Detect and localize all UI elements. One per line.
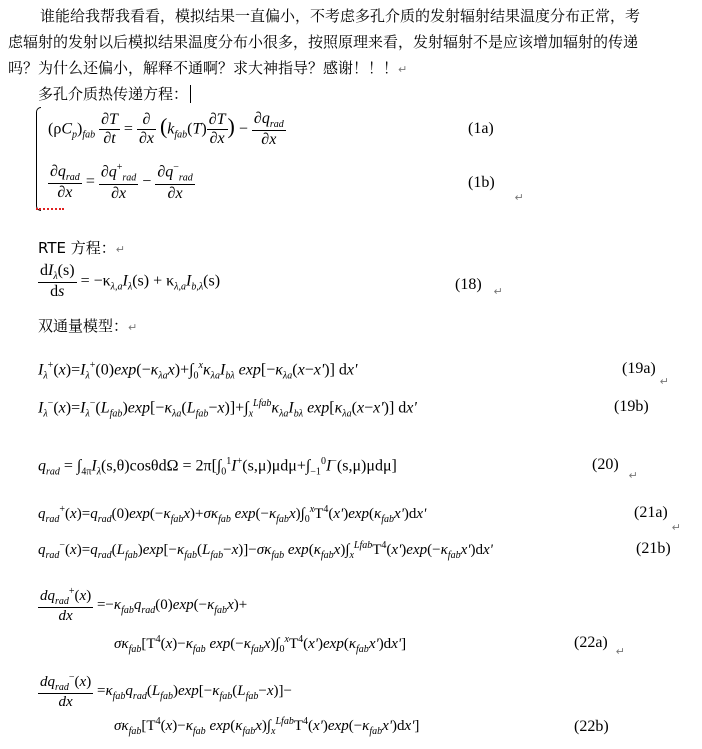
paragraph-mark: ↵ [514,192,524,204]
eq-number-1b-text: (1b) [468,174,495,191]
heading-two-flux [38,314,137,340]
equation-22a-line-2: $\sigma\kappa_{fab}[T^4(x)-\kappa_{fab}$ $\exp(-\kappa_{fab}x)\int_0^xT^4(x')\exp(\kappa_{fab}x')dx'$] [114,634,407,655]
eq-number-1a: (1a) [468,120,494,137]
eq-number-20 [592,456,638,482]
intro-line-3-text: 吗？为什么还偏小，解释不通啊？求大神指导？感谢！！！ [8,59,399,77]
heading-rte-text: RTE 方程： [38,239,116,257]
eq-number-19a [622,360,669,388]
equation-19a: $I_\lambda^+(x)=I_\lambda^+(0)\exp(-\kappa_{\lambda a}x)+\int_0^x\kappa_{\lambda a}I_{b\lambda}$ $\exp[-\kappa_{\lambda a}(x-x')]$ dx' [38,360,358,382]
heading-two-flux-text: 双通量模型： [38,317,129,335]
intro-line-1: 谁能给我帮我看看，模拟结果一直偏小，不考虑多孔介质的发射辐射结果温度分布正常，考 [40,7,641,25]
eq-number-18 [455,276,503,298]
equation-1a: $(\rho C_p)_{fab}$ $\frac{\partial T}{\partial t}$ = $\frac{\partial}{\partial x}$ ($k_{fab}(T)$ $\frac{\partial T}{\partial x}$ ) − $\frac{\partial q_{rad}}{\partial x}$ [48,110,284,149]
eq-number-22a-text: (22a) [574,634,608,651]
eq-number-18-text: (18) [455,276,482,293]
paragraph-mark: ↵ [628,470,638,482]
eq-number-19a-text: (19a) [622,360,656,377]
equation-1b: $\frac{\partial q_{rad}}{\partial x}$ = $\frac{\partial q^+_{rad}}{\partial x}$ − $\frac{\partial q^-_{rad}}{\partial x}$ [50,162,193,202]
eq-number-21a-text: (21a) [634,504,668,521]
eq-number-22b: (22b) [574,718,609,735]
intro-line-2: 虑辐射的发射以后模拟结果温度分布小很多，按照原理来看，发射辐射不是应该增加辐射的传递 [8,33,639,51]
eq-number-1b [468,174,524,204]
equation-22a-line-1: $\frac{dq_{rad}^+(x)}{dx}$ $=-\kappa_{fab}q_{rad}(0)\exp(-\kappa_{fab}x)+$ [40,586,248,624]
heading-porous [38,82,191,106]
equation-22b-line-1: $\frac{dq_{rad}^-(x)}{dx}$ $=\kappa_{fab}q_{rad}(L_{fab})\exp[-\kappa_{fab}(L_{fab}-x)]-$ [40,672,292,710]
equation-18: $\frac{dI_\lambda(s)}{ds}$ = $-\kappa_{\lambda,a}I_\lambda(s) + \kappa_{\lambda,a}I_{b,\lambda}(s)$ [40,262,221,301]
paragraph-mark: ↵ [615,646,625,658]
paragraph-mark: ↵ [671,522,681,534]
paragraph-mark: ↵ [659,376,669,388]
eq-number-19b: (19b) [614,398,649,415]
eq-number-20-text: (20) [592,456,619,473]
equation-brace [36,107,41,211]
equation-22b-line-2: $\sigma\kappa_{fab}[T^4(x)-\kappa_{fab}$ $\exp(\kappa_{fab}x)\int_x^{Lfab}T^4(x')\exp(-\kappa_{fab}x')dx'$] [114,716,420,737]
heading-porous-text: 多孔介质热传递方程： [38,85,189,103]
eq-number-21b: (21b) [636,540,671,557]
paragraph-mark: ↵ [115,243,125,256]
equation-21a: $q_{rad}^+(x)=q_{rad}(0)\exp(-\kappa_{fab}x)+\sigma\kappa_{fab}$ $\exp(-\kappa_{fab}x)\int_0^xT^4(x')\exp(\kappa_{fab}x')dx'$ [38,504,427,525]
eq-number-22a [574,634,625,658]
intro-line-3 [8,56,407,82]
paragraph-mark: ↵ [493,286,503,298]
paragraph-mark: ↵ [128,321,138,334]
eq-number-21a [634,504,681,534]
equation-19b: $I_\lambda^-(x)=I_\lambda^-(L_{fab})\exp[-\kappa_{\lambda a}(L_{fab}-x)]+\int_x^{Lfab}\kappa_{\lambda a}I_{b\lambda}$ $\exp[\kappa_{\lambda a}(x-x')]$ dx' [38,398,417,420]
heading-rte [38,236,125,262]
equation-20: $q_{rad} = \int_{4\pi}I_\lambda(s,\theta)\cos\theta d\Omega = 2\pi[\int_0^1I^+(s,\mu)\mu d\mu+\int_{-1}^0I^-(s,\mu)\mu d\mu]$ [38,456,397,478]
spellcheck-squiggle [36,208,64,210]
equation-21b: $q_{rad}^-(x)=q_{rad}(L_{fab})\exp[-\kappa_{fab}(L_{fab}-x)]-\sigma\kappa_{fab}$ $\exp(\kappa_{fab}x)\int_x^{Lfab}T^4(x')\exp(-\kappa_{fab}x')dx'$ [38,540,493,561]
paragraph-mark: ↵ [398,63,408,76]
